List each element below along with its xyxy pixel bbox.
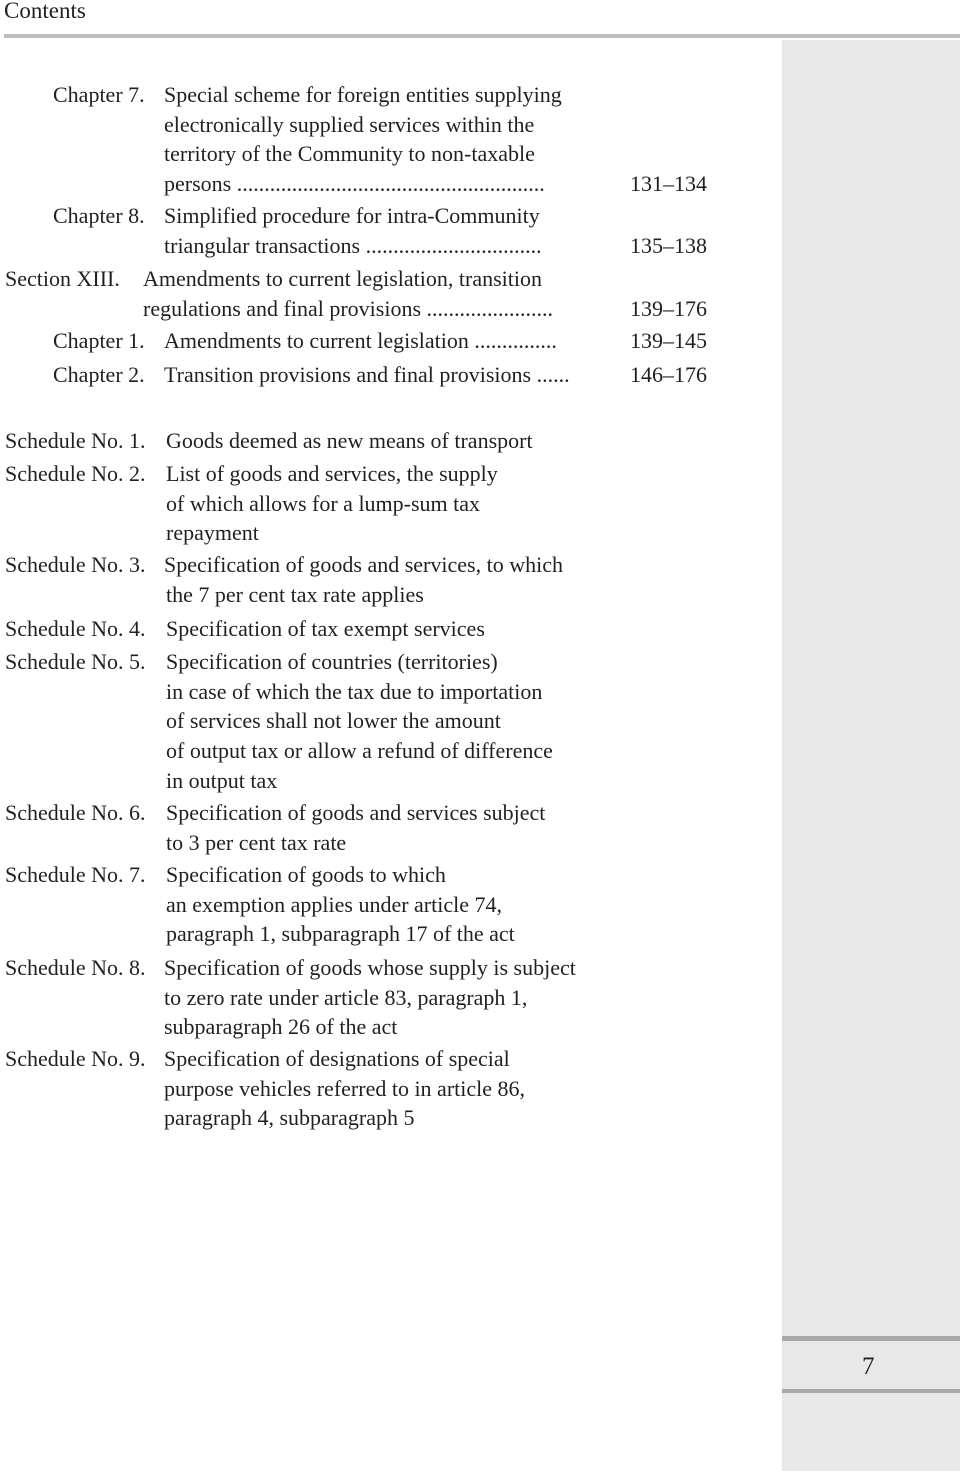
- schedule-line: purpose vehicles referred to in article 86,: [164, 1075, 526, 1101]
- schedule-line: Goods deemed as new means of transport: [166, 428, 533, 453]
- schedule-line: an exemption applies under article 74,: [166, 891, 502, 917]
- schedule-line: Specification of countries (territories): [166, 649, 498, 674]
- schedule-entry: [5, 550, 625, 610]
- toc-entry-prefix: Chapter 8.: [53, 203, 145, 228]
- schedule-entry: [5, 459, 625, 549]
- running-header-title: Contents: [4, 0, 86, 23]
- toc-entry-prefix: Section XIII.: [5, 266, 120, 291]
- schedule-entry: [5, 426, 625, 456]
- margin-band: [782, 40, 960, 1471]
- schedule-line: of services shall not lower the amount: [166, 708, 501, 734]
- toc-entry-line: electronically supplied services within the: [164, 111, 535, 137]
- schedule-entry: [5, 860, 625, 950]
- toc-entry: [5, 264, 775, 324]
- schedule-line: paragraph 1, subparagraph 17 of the act: [166, 921, 515, 947]
- schedule-line: Specification of goods and services, to which: [164, 552, 563, 577]
- schedule-line: Specification of goods to which: [166, 862, 446, 887]
- page-rule-bottom: [782, 1389, 960, 1393]
- toc-entry-prefix: Chapter 7.: [53, 82, 145, 107]
- toc-entry-prefix: Chapter 1.: [53, 328, 145, 353]
- toc-entry-pages: 146–176: [630, 362, 707, 387]
- schedule-line: to zero rate under article 83, paragraph 1,: [164, 984, 528, 1010]
- schedule-entry: [5, 953, 625, 1043]
- schedule-prefix: Schedule No. 5.: [5, 649, 146, 674]
- schedule-line: paragraph 4, subparagraph 5: [164, 1105, 415, 1131]
- toc-entry-line: Simplified procedure for intra-Community: [164, 203, 540, 228]
- toc-entry-line: Special scheme for foreign entities supplying: [164, 82, 562, 107]
- schedule-line: subparagraph 26 of the act: [164, 1014, 398, 1040]
- toc-entry-line: Transition provisions and final provisions ......: [164, 362, 570, 387]
- schedule-line: of output tax or allow a refund of difference: [166, 738, 553, 764]
- toc-entry-pages: 135–138: [630, 232, 707, 258]
- schedule-line: in output tax: [166, 767, 278, 793]
- page-number: 7: [862, 1353, 875, 1380]
- schedule-line: the 7 per cent tax rate applies: [166, 581, 424, 607]
- page-rule: [782, 1336, 960, 1341]
- schedule-prefix: Schedule No. 7.: [5, 862, 146, 887]
- toc-entry-prefix: Chapter 2.: [53, 362, 145, 387]
- schedule-entry: [5, 614, 625, 644]
- toc-entry-pages: 131–134: [630, 171, 707, 197]
- header-rule: [4, 34, 960, 38]
- toc-entry-line: Amendments to current legislation, transition: [143, 266, 542, 291]
- schedule-prefix: Schedule No. 6.: [5, 800, 146, 825]
- toc-entry-line: Amendments to current legislation ...............: [164, 328, 557, 353]
- schedule-prefix: Schedule No. 1.: [5, 428, 146, 453]
- toc-entry: [53, 360, 773, 390]
- toc-entry: [53, 80, 773, 200]
- schedule-prefix: Schedule No. 2.: [5, 461, 146, 486]
- schedule-prefix: Schedule No. 4.: [5, 616, 146, 641]
- toc-entry-line: territory of the Community to non-taxable: [164, 141, 535, 167]
- schedule-entry: [5, 647, 625, 797]
- schedule-line: to 3 per cent tax rate: [166, 829, 347, 855]
- schedule-prefix: Schedule No. 3.: [5, 552, 146, 577]
- schedule-line: List of goods and services, the supply: [166, 461, 498, 486]
- toc-entry-pages: 139–145: [630, 328, 707, 353]
- toc-entry-pages: 139–176: [630, 295, 707, 321]
- schedule-entry: [5, 1044, 625, 1134]
- schedule-prefix: Schedule No. 8.: [5, 955, 146, 980]
- schedule-line: Specification of designations of special: [164, 1046, 510, 1071]
- schedule-line: of which allows for a lump-sum tax: [166, 490, 481, 516]
- toc-entry: [53, 326, 773, 356]
- schedule-line: in case of which the tax due to importation: [166, 678, 543, 704]
- toc-entry-line: triangular transactions ................................: [164, 232, 542, 258]
- schedule-entry: [5, 798, 625, 858]
- schedule-line: Specification of goods and services subject: [166, 800, 546, 825]
- schedule-prefix: Schedule No. 9.: [5, 1046, 146, 1071]
- schedule-line: Specification of tax exempt services: [166, 616, 485, 641]
- schedule-line: Specification of goods whose supply is subject: [164, 955, 576, 980]
- toc-entry: [53, 201, 773, 261]
- toc-entry-line: regulations and final provisions .......................: [143, 295, 554, 321]
- toc-entry-line: persons ........................................................: [164, 171, 545, 197]
- schedule-line: repayment: [166, 520, 259, 546]
